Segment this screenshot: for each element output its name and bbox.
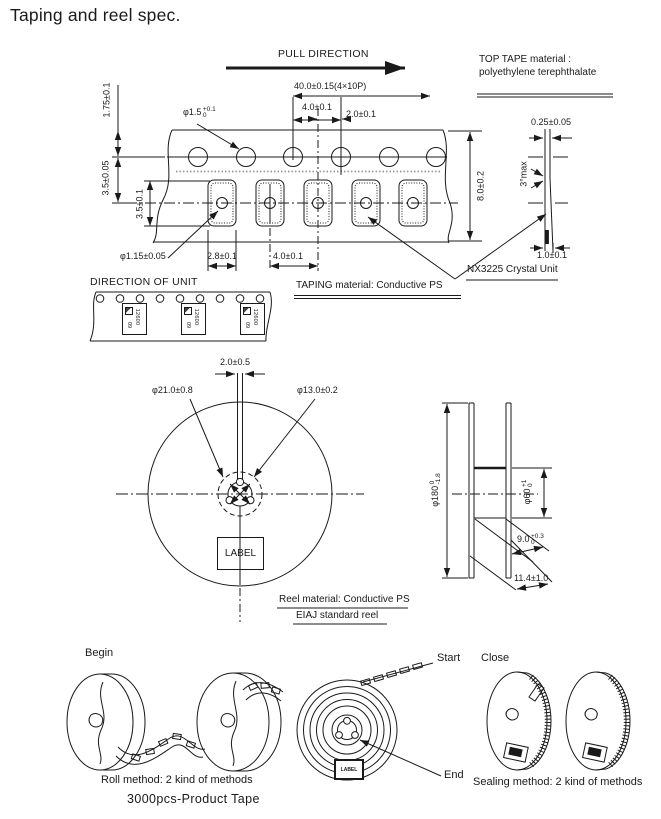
unit-callout-label: NX3225 Crystal Unit [467,264,558,275]
tolerance-stack: +1 0 [521,479,534,488]
top-tape-material-line1: TOP TAPE material : [479,54,572,65]
dim-hole-to-center: 3.5±0.05 [100,160,111,196]
chip-marking-date: 09 [185,321,191,329]
reel-material-note: Reel material: Conductive PS [279,594,410,605]
pull-direction-label: PULL DIRECTION [278,48,369,60]
chip-marking-date: 09 [126,321,132,329]
dim-hole-to-pocket: 2.0±0.1 [346,109,376,119]
dim-tape-width: 8.0±0.2 [475,171,486,201]
dim-pocket-length: 3.5±0.1 [134,189,145,219]
top-tape-material-line2: polyethylene terephthalate [479,67,597,78]
dim-tape-pitch-total: 40.0±0.15(4×10P) [294,81,367,91]
reel-standard-note: EIAJ standard reel [296,610,379,621]
chip-marking-date: 09 [244,321,250,329]
dim-inner-width: 9.0 +0.3 0 [517,533,544,546]
start-label: Start [437,652,461,664]
chip-marking-frequency: 12600 [193,308,199,326]
dim-pocket-pitch: 4.0±0.1 [273,251,303,261]
dim-peel-angle: 3°max [518,161,529,187]
dim-center-hole-dia: φ13.0±0.2 [297,385,338,395]
close-label: Close [481,652,510,664]
dim-window-dia: φ60 +1 0 [521,479,534,505]
product-tape-note: 3000pcs-Product Tape [127,792,260,806]
dim-pocket-width: 2.8±0.1 [207,251,237,261]
spiral-reel-figure [297,663,441,780]
dim-top-tape-thickness: 0.25±0.05 [531,117,571,127]
dim-reel-dia: φ180 0 -1.8 [429,473,442,507]
tolerance-stack: +0.1 0 [202,106,216,119]
tape-top-view [112,85,482,279]
brand-logo-icon [184,307,192,315]
chip-marking-frequency: 12600 [252,308,258,326]
reel-front-view [116,373,364,622]
brand-logo-icon [243,307,251,315]
reel-side-view [442,403,552,590]
chip-marking-frequency: 12600 [134,308,140,326]
dim-sprocket-pitch: 4.0±0.1 [302,102,332,112]
direction-of-unit-heading: DIRECTION OF UNIT [90,276,198,288]
dim-sprocket-hole-dia: φ1.5 +0.1 0 [183,106,216,119]
begin-reels-figure [67,673,283,771]
top-tape-material-underline [477,94,613,97]
end-label: End [444,769,464,781]
spiral-label-box: LABEL [334,759,364,780]
brand-logo-icon [125,307,133,315]
taping-material-note: TAPING material: Conductive PS [296,280,443,291]
crystal-unit-chip [122,303,147,335]
tolerance-stack: +0.3 0 [531,533,544,546]
dim-carrier-thickness: 1.0±0.1 [537,250,567,260]
tolerance-stack: 0 -1.8 [429,473,442,485]
crystal-unit-chip [240,303,265,335]
close-reels-figure [487,672,630,770]
dim-pocket-hole-dia: φ1.15±0.05 [120,251,166,261]
reel-label-box: LABEL [217,537,264,570]
roll-method-note: Roll method: 2 kind of methods [101,774,253,786]
sealing-method-note: Sealing method: 2 kind of methods [473,776,643,788]
dim-slot-width: 2.0±0.5 [220,357,250,367]
dim-edge-to-hole: 1.75±0.1 [101,82,112,118]
dim-hub-dia: φ21.0±0.8 [152,385,193,395]
page-title: Taping and reel spec. [10,5,181,25]
begin-label: Begin [85,647,114,659]
dim-outer-width: 11.4±1.0 [514,573,549,583]
crystal-unit-chip [181,303,206,335]
